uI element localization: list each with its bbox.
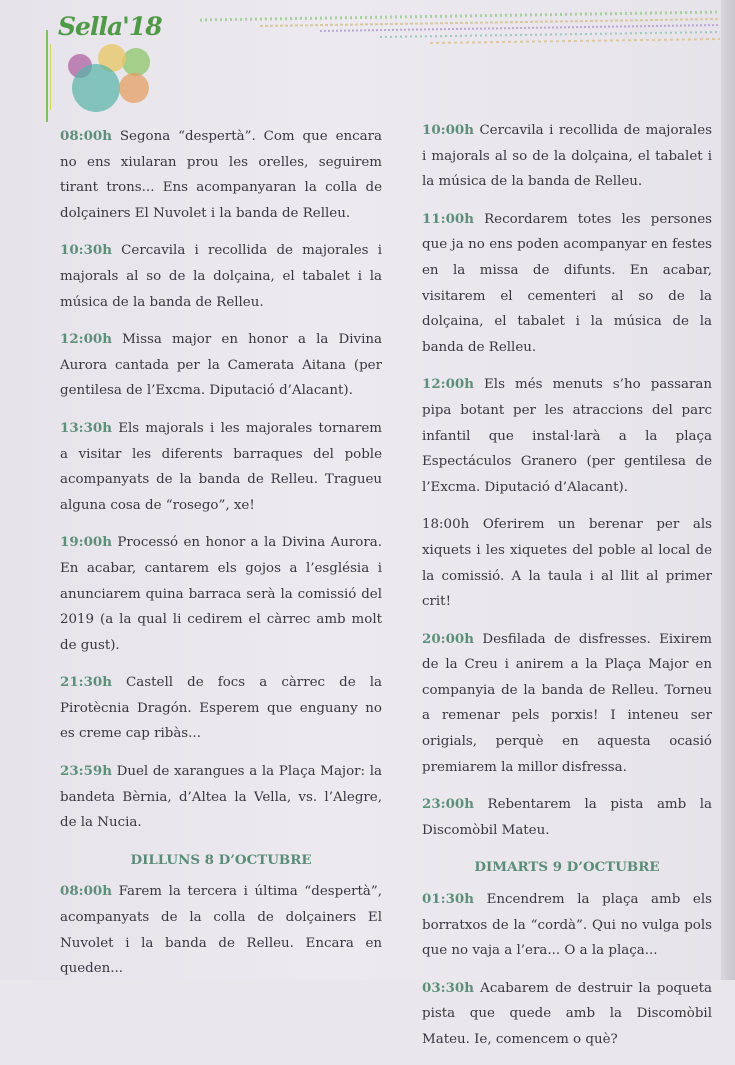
schedule-item (422, 792, 712, 843)
schedule-text: Missa major en honor a la Divina Aurora cantada per la Camerata Aitana (per gentilesa de l’Excma. Diputació d’Alacant). (60, 332, 382, 399)
schedule-time: 08:00h (60, 883, 112, 900)
left-column (60, 124, 382, 994)
schedule-text: Recordarem totes les persones que ja no ens poden acompanyar en festes en la missa de difunts. En acabar, visitarem el cementeri al so de la dolçaina, el tabalet i la música de la banda de Relleu. (422, 211, 712, 355)
schedule-text: Segona “despertà”. Com que encara no ens xiularan prou les orelles, seguirem tirant trons... Ens acompanyaran la colla de dolçainers El Nuvolet i la banda de Relleu. (60, 129, 382, 221)
schedule-text: Castell de focs a càrrec de la Pirotècnia Dragón. Esperem que enguany no es creme cap ribàs... (60, 675, 382, 742)
book-spine (721, 0, 735, 980)
schedule-time: 23:59h (60, 763, 112, 780)
schedule-item (60, 759, 382, 836)
schedule-item (60, 416, 382, 518)
schedule-time: 10:00h (422, 122, 474, 138)
schedule-time: 11:00h (422, 210, 474, 227)
schedule-item (60, 238, 382, 315)
sella-logo (56, 10, 166, 115)
logo-rule (46, 30, 48, 122)
schedule-text: 18:00h Oferirem un berenar per als xiquets i les xiquetes del poble al local de la comissió. A la taula i al llit al primer crit! (422, 517, 712, 610)
schedule-time: 23:00h (422, 796, 474, 813)
schedule-item (422, 207, 712, 361)
schedule-text: Desfilada de disfresses. Eixirem de la Creu i anirem a la Plaça Major en companyia de la banda de Relleu. Torneu a remenar pels porxis! I inteneu ser origials, perquè en aquesta ocasió premiarem la millor disfressa. (422, 631, 712, 775)
schedule-text: Acabarem de destruir la poqueta pista que quede amb la Discomòbil Mateu. Ie, comencem o què? (422, 980, 712, 1047)
day-heading-tuesday: DIMARTS 9 D’OCTUBRE (474, 859, 660, 876)
schedule-item (422, 976, 712, 1053)
schedule-item (60, 327, 382, 404)
schedule-text: Farem la tercera i última “despertà”, acompanyats de la colla de dolçainers El Nuvolet i la banda de Relleu. Encara en queden... (60, 884, 382, 977)
schedule-text: Cercavila i recollida de majorales i majorals al so de la dolçaina, el tabalet i la música de la banda de Relleu. (422, 123, 712, 190)
schedule-time: 03:30h (422, 979, 474, 996)
schedule-time: 12:00h (60, 331, 112, 348)
schedule-item (60, 530, 382, 658)
schedule-text: Cercavila i recollida de majorales i majorals al so de la dolçaina, el tabalet i la música de la banda de Relleu. (60, 243, 382, 310)
schedule-text: Els majorals i les majorales tornarem a visitar les diferents barraques del poble acompanyats de la banda de Relleu. Tragueu alguna cosa de “rosego”, xe! (60, 420, 382, 513)
schedule-time: 20:00h (422, 630, 474, 647)
schedule-text: Encendrem la plaça amb els borratxos de la “cordà”. Qui no vulga pols que no vaja a l’era... O a la plaça... (422, 892, 712, 959)
schedule-item (60, 124, 382, 226)
right-column (422, 118, 712, 1065)
schedule-time: 10:30h (60, 242, 112, 259)
schedule-item (422, 887, 712, 964)
schedule-item (422, 627, 712, 781)
schedule-item (422, 372, 712, 500)
schedule-time: 21:30h (60, 674, 112, 691)
logo-text: Sella'18 (58, 12, 162, 41)
schedule-item (60, 879, 382, 981)
schedule-item (422, 512, 712, 614)
schedule-text: Rebentarem la pista amb la Discomòbil Mateu. (422, 797, 712, 838)
day-heading-monday: DILLUNS 8 D’OCTUBRE (130, 851, 312, 868)
schedule-time: 08:00h (60, 128, 112, 144)
logo-rule-secondary (50, 44, 51, 110)
schedule-text: Processó en honor a la Divina Aurora. En acabar, cantarem els gojos a l’església i anunciarem quina barraca serà la comissió del 2019 (a la qual li cedirem el càrrec amb molt de gust). (60, 535, 382, 653)
schedule-time: 12:00h (422, 376, 474, 393)
schedule-item (60, 670, 382, 747)
schedule-text: Els més menuts s’ho passaran pipa botant per les atraccions del parc infantil que instal·larà a la plaça Espectáculos Granero (per gentilesa de l’Excma. Diputació d’Alacant). (422, 377, 712, 495)
schedule-item (422, 118, 712, 195)
schedule-time: 19:00h (60, 534, 112, 551)
schedule-text: Duel de xarangues a la Plaça Major: la bandeta Bèrnia, d’Altea la Vella, vs. l’Alegre, de la Nucia. (60, 764, 382, 831)
schedule-time: 01:30h (422, 891, 474, 908)
schedule-time: 13:30h (60, 419, 112, 436)
